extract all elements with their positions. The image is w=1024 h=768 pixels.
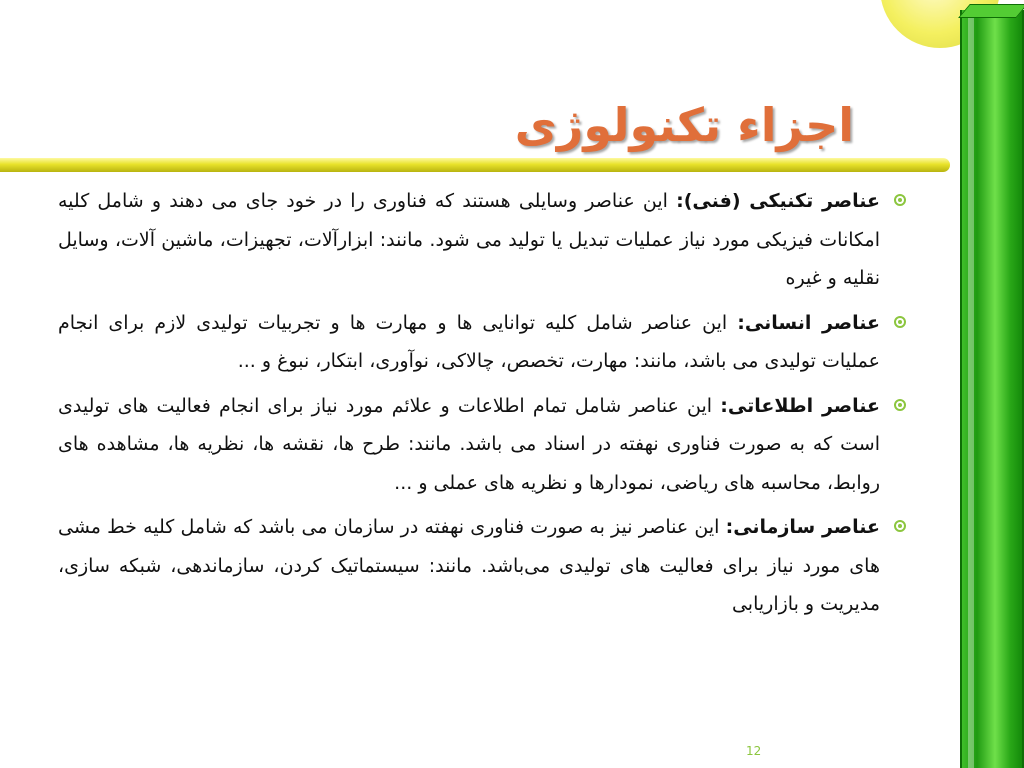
slide-title: اجزاء تکنولوژی bbox=[514, 98, 854, 152]
bullet-text: این عناصر وسایلی هستند که فناوری را در خود جای می دهند و شامل کلیه امکانات فیزیکی مورد نیاز عملیات تبدیل یا تولید می شود. مانند: ابزارآلات، تجهیزات، ماشین آلات، وسایل نقلیه و غیره bbox=[58, 190, 880, 289]
bullet-circle-icon bbox=[894, 520, 906, 532]
bullet-term: عناصر انسانی: bbox=[737, 311, 880, 334]
bullet-term: عناصر سازمانی: bbox=[725, 516, 880, 538]
bullet-list bbox=[58, 182, 906, 630]
bullet-circle-icon bbox=[894, 316, 906, 328]
bullet-circle-icon bbox=[894, 194, 906, 206]
bullet-human bbox=[58, 304, 906, 381]
bullet-text: این عناصر شامل کلیه توانایی ها و مهارت ها و تجربیات تولیدی لازم برای انجام عملیات تولیدی می باشد، مانند: مهارت، تخصص، چالاکی، نوآوری، ابتکار، نبوغ و ... bbox=[58, 311, 880, 372]
bullet-information bbox=[58, 387, 906, 503]
decorative-green-bar bbox=[960, 10, 1024, 768]
bullet-organizational bbox=[58, 508, 906, 624]
bullet-term: عناصر تکنیکی (فنی): bbox=[676, 190, 880, 212]
page-number: 12 bbox=[746, 744, 762, 758]
bullet-text: این عناصر شامل تمام اطلاعات و علائم مورد نیاز برای انجام فعالیت های تولیدی است که به صورت فناوری نهفته در اسناد می باشد. مانند: طرح ها، نقشه ها، نظریه ها، مشاهده های روابط، محاسبه های ریاضی، نمودارها و نظریه های عملی و ... bbox=[58, 394, 880, 494]
bullet-technical bbox=[58, 182, 906, 298]
bullet-text: این عناصر نیز به صورت فناوری نهفته در سازمان می باشد که شامل کلیه خط مشی های مورد نیاز برای فعالیت های تولیدی می‌باشد. مانند: سیستماتیک کردن، سازماندهی، شبکه سازی، مدیریت و بازاریابی bbox=[58, 516, 880, 615]
bullet-term: عناصر اطلاعاتی: bbox=[720, 394, 880, 417]
title-underline bbox=[0, 158, 950, 172]
bullet-circle-icon bbox=[894, 399, 906, 411]
